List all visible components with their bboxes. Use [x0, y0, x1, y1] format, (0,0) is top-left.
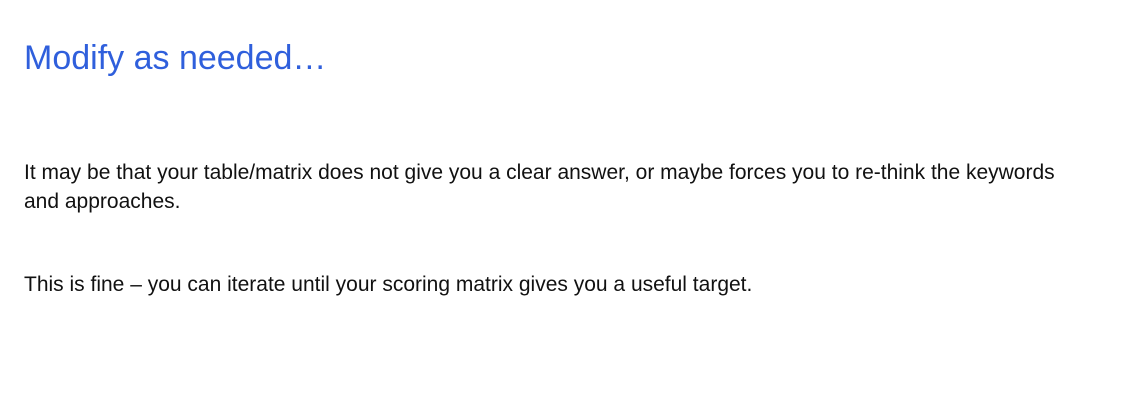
paragraph-iteration-conclusion: This is fine – you can iterate until your scoring matrix gives you a useful target.: [24, 273, 753, 296]
paragraph-iteration-intro: It may be that your table/matrix does not give you a clear answer, or maybe forces you to re-think the keywords and approaches.: [24, 161, 1055, 213]
slide-title: Modify as needed…: [24, 39, 327, 77]
